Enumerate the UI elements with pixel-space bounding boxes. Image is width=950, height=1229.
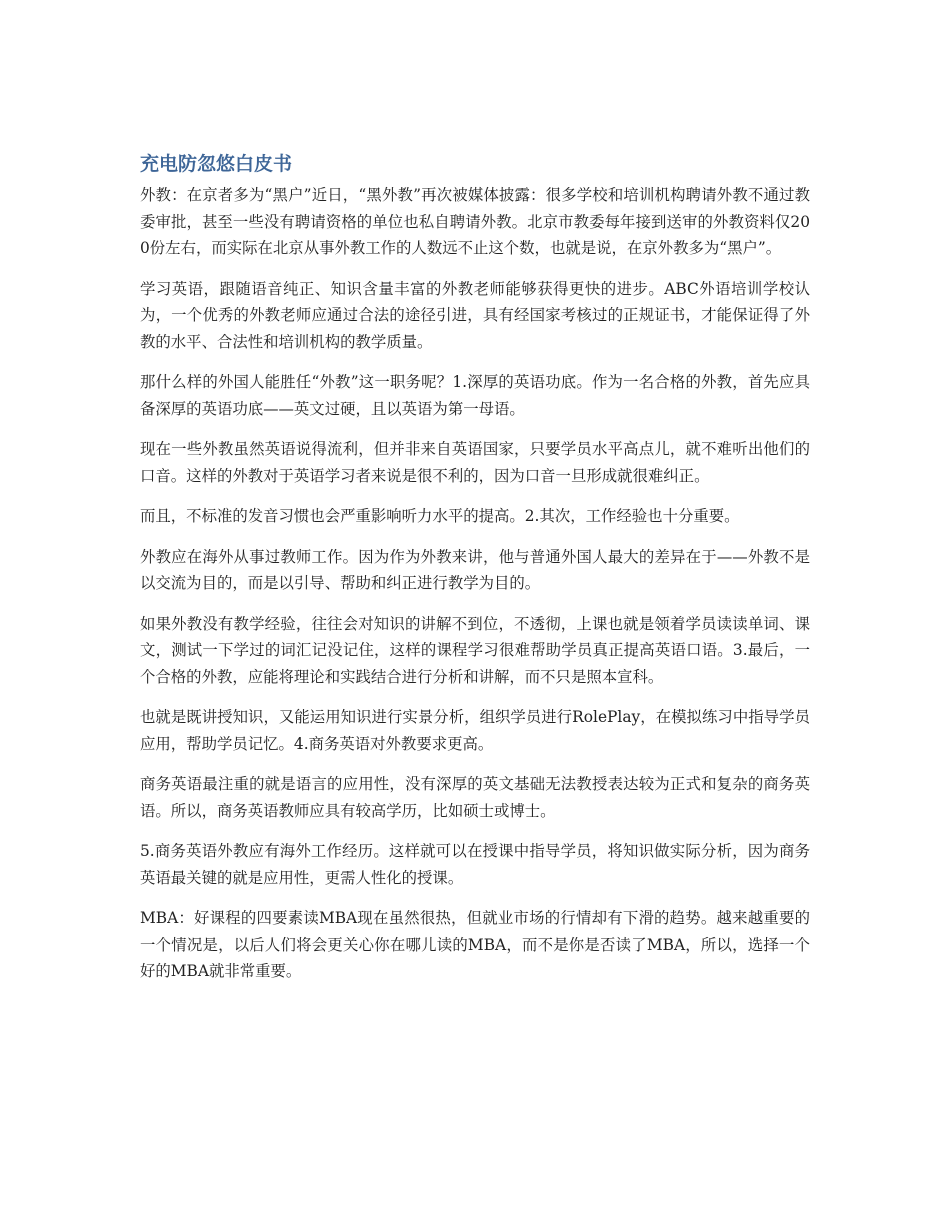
paragraph: 商务英语最注重的就是语言的应用性，没有深厚的英文基础无法教授表达较为正式和复杂的商务英语。所以，商务英语教师应具有较高学历，比如硕士或博士。 bbox=[140, 775, 810, 820]
document-title: 充电防忽悠白皮书 bbox=[140, 153, 293, 175]
document-page bbox=[140, 150, 810, 999]
paragraph: MBA：好课程的四要素读MBA现在虽然很热，但就业市场的行情却有下滑的趋势。越来越重要的一个情况是，以后人们将会更关心你在哪儿读的MBA，而不是你是否读了MBA，所以，选择一个好的MBA就非常重要。 bbox=[140, 909, 810, 980]
paragraph: 而且，不标准的发音习惯也会严重影响听力水平的提高。2.其次，工作经验也十分重要。 bbox=[140, 507, 740, 525]
paragraph: 如果外教没有教学经验，往往会对知识的讲解不到位，不透彻，上课也就是领着学员读读单词、课文，测试一下学过的词汇记没记住，这样的课程学习很难帮助学员真正提高英语口语。3.最后，一个合格的外教，应能将理论和实践结合进行分析和讲解，而不只是照本宣科。 bbox=[140, 614, 810, 686]
paragraph: 学习英语，跟随语音纯正、知识含量丰富的外教老师能够获得更快的进步。ABC外语培训学校认为，一个优秀的外教老师应通过合法的途径引进，具有经国家考核过的正规证书，才能保证得了外教的水平、合法性和培训机构的教学质量。 bbox=[140, 279, 810, 351]
paragraph: 外教：在京者多为“黑户”近日，“黑外教”再次被媒体披露：很多学校和培训机构聘请外教不通过教委审批，甚至一些没有聘请资格的单位也私自聘请外教。北京市教委每年接到送审的外教资料仅200份左右，而实际在北京从事外教工作的人数远不止这个数，也就是说，在京外教多为“黑户”。 bbox=[140, 186, 810, 257]
paragraph: 现在一些外教虽然英语说得流利，但并非来自英语国家，只要学员水平高点儿，就不难听出他们的口音。这样的外教对于英语学习者来说是很不利的，因为口音一旦形成就很难纠正。 bbox=[140, 440, 810, 485]
paragraph: 外教应在海外从事过教师工作。因为作为外教来讲，他与普通外国人最大的差异在于——外教不是以交流为目的，而是以引导、帮助和纠正进行教学为目的。 bbox=[140, 547, 810, 592]
paragraph: 那什么样的外国人能胜任“外教”这一职务呢？1.深厚的英语功底。作为一名合格的外教，首先应具备深厚的英语功底——英文过硬，且以英语为第一母语。 bbox=[140, 373, 810, 418]
paragraph: 5.商务英语外教应有海外工作经历。这样就可以在授课中指导学员，将知识做实际分析，因为商务英语最关键的就是应用性，更需人性化的授课。 bbox=[140, 842, 810, 887]
paragraph: 也就是既讲授知识，又能运用知识进行实景分析，组织学员进行RolePlay，在模拟练习中指导学员应用，帮助学员记忆。4.商务英语对外教要求更高。 bbox=[140, 708, 810, 753]
